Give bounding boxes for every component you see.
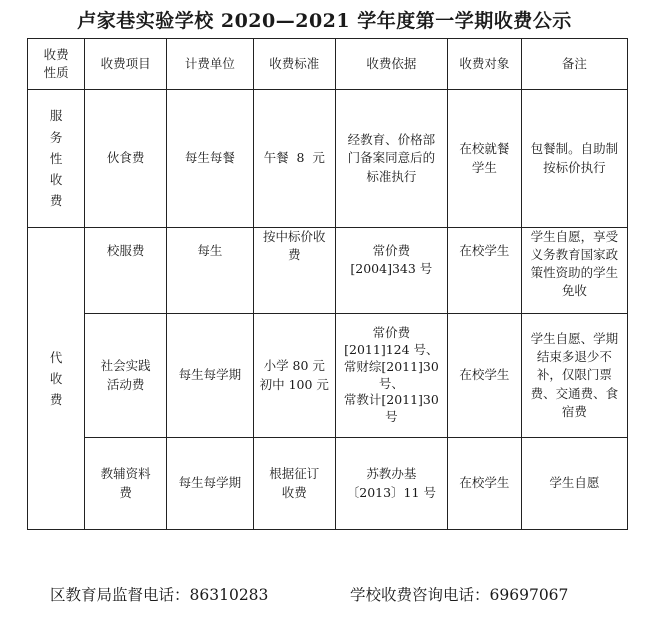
- cell-note: 学生自愿、学期结束多退少不补，仅限门票费、交通费、食宿费: [521, 314, 627, 438]
- cell-unit: 每生每学期: [167, 438, 254, 530]
- cell-standard: 按中标价收费: [253, 228, 335, 314]
- consult-phone-line: [350, 583, 568, 605]
- cell-note: 学生自愿，享受义务教育国家政策性资助的学生免收: [521, 228, 627, 314]
- table-row: [28, 314, 628, 438]
- cell-target: 在校就餐学生: [448, 90, 522, 228]
- cell-standard: 午餐 8 元: [253, 90, 335, 228]
- header-nature: 收费 性质: [28, 39, 85, 90]
- cell-unit: 每生每餐: [167, 90, 254, 228]
- supervision-phone: 86310283: [189, 586, 269, 604]
- cell-note: 包餐制。自助制按标价执行: [521, 90, 627, 228]
- category-agency: 代 收 费: [28, 228, 85, 530]
- table-header-row: [28, 39, 628, 90]
- header-unit: 计费单位: [167, 39, 254, 90]
- cell-item: 教辅资料费: [85, 438, 167, 530]
- category-service: 服 务 性 收 费: [28, 90, 85, 228]
- cell-standard: 小学 80 元 初中 100 元: [253, 314, 335, 438]
- cell-unit: 每生每学期: [167, 314, 254, 438]
- cell-note: 学生自愿: [521, 438, 627, 530]
- cell-target: 在校学生: [448, 228, 522, 314]
- cell-basis: 常价费 [2004]343 号: [335, 228, 447, 314]
- consult-phone: 69697067: [489, 586, 569, 604]
- table-row: [28, 228, 628, 314]
- cell-item: 伙食费: [85, 90, 167, 228]
- page-title: 卢家巷实验学校 2020—2021 学年度第一学期收费公示: [77, 10, 572, 32]
- cell-basis: 经教育、价格部门备案同意后的标准执行: [335, 90, 447, 228]
- cell-target: 在校学生: [448, 438, 522, 530]
- supervision-phone-line: [50, 583, 268, 605]
- supervision-label: 区教育局监督电话：: [50, 586, 190, 604]
- cell-target: 在校学生: [448, 314, 522, 438]
- fee-table: [27, 38, 628, 530]
- table-row: [28, 90, 628, 228]
- cell-basis: 苏教办基 〔2013〕11 号: [335, 438, 447, 530]
- header-basis: 收费依据: [335, 39, 447, 90]
- consult-label: 学校收费咨询电话：: [350, 586, 490, 604]
- cell-unit: 每生: [167, 228, 254, 314]
- header-standard: 收费标准: [253, 39, 335, 90]
- table-row: [28, 438, 628, 530]
- header-note: 备注: [521, 39, 627, 90]
- cell-standard: 根据征订收费: [253, 438, 335, 530]
- header-target: 收费对象: [448, 39, 522, 90]
- cell-basis: 常价费 [2011]124 号、常财综[2011]30 号、 常教计[2011]30 号: [335, 314, 447, 438]
- cell-item: 社会实践活动费: [85, 314, 167, 438]
- cell-item: 校服费: [85, 228, 167, 314]
- header-item: 收费项目: [85, 39, 167, 90]
